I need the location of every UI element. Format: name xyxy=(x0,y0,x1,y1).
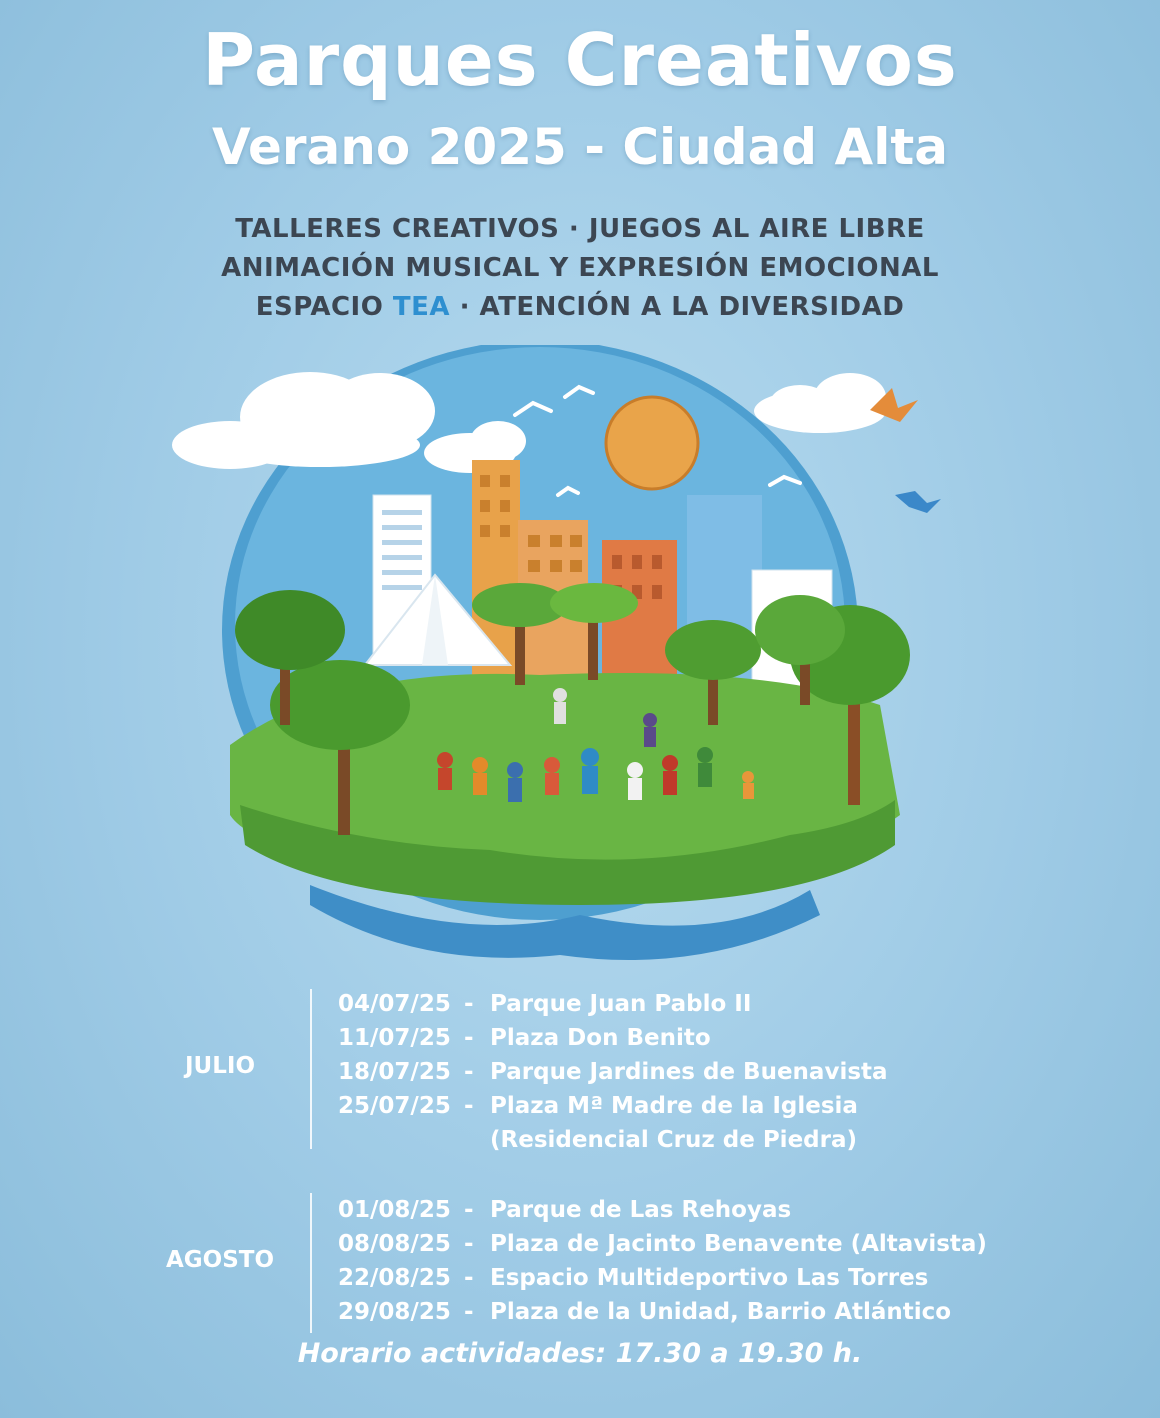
event-date: 18/07/25 xyxy=(338,1059,451,1085)
separator: - xyxy=(464,1231,474,1257)
feature-text: · ATENCIÓN A LA DIVERSIDAD xyxy=(450,292,905,322)
event-location: Espacio Multideportivo Las Torres xyxy=(490,1265,929,1291)
event-location: Parque de Las Rehoyas xyxy=(490,1197,792,1223)
event-date: 11/07/25 xyxy=(338,1025,451,1051)
event-date: 08/08/25 xyxy=(338,1231,451,1257)
event-location: Parque Jardines de Buenavista xyxy=(490,1059,888,1085)
poster-title: Parques Creativos xyxy=(202,18,958,102)
separator: - xyxy=(464,1025,474,1051)
event-location: Plaza Don Benito xyxy=(490,1025,711,1051)
cloud-left xyxy=(172,372,435,469)
separator: - xyxy=(464,991,474,1017)
event-location: Parque Juan Pablo II xyxy=(490,991,752,1017)
poster-subtitle: Verano 2025 - Ciudad Alta xyxy=(212,118,948,176)
event-date: 29/08/25 xyxy=(338,1299,451,1325)
sun-icon xyxy=(606,397,698,489)
separator: - xyxy=(464,1093,474,1119)
cloud-right xyxy=(754,373,886,433)
tea-highlight: TEA xyxy=(392,292,451,322)
feature-line: TALLERES CREATIVOS · JUEGOS AL AIRE LIBRE xyxy=(235,214,925,244)
month-divider xyxy=(310,989,312,1149)
separator: - xyxy=(464,1197,474,1223)
separator: - xyxy=(464,1299,474,1325)
event-date: 04/07/25 xyxy=(338,991,451,1017)
event-location: Plaza de Jacinto Benavente (Altavista) xyxy=(490,1231,987,1257)
feature-line xyxy=(0,288,1160,327)
features-list xyxy=(0,210,1160,327)
event-location: (Residencial Cruz de Piedra) xyxy=(490,1127,858,1153)
month-label: AGOSTO xyxy=(165,1247,275,1273)
feature-text: ESPACIO xyxy=(255,292,393,322)
blue-bird-icon xyxy=(895,491,941,513)
event-location: Plaza de la Unidad, Barrio Atlántico xyxy=(490,1299,952,1325)
event-date: 22/08/25 xyxy=(338,1265,451,1291)
month-label: JULIO xyxy=(185,1053,255,1079)
month-divider xyxy=(310,1193,312,1333)
event-date: 25/07/25 xyxy=(338,1093,451,1119)
park-illustration xyxy=(160,345,960,970)
separator: - xyxy=(464,1265,474,1291)
separator: - xyxy=(464,1059,474,1085)
event-date: 01/08/25 xyxy=(338,1197,451,1223)
event-location: Plaza Mª Madre de la Iglesia xyxy=(490,1093,858,1119)
feature-line: ANIMACIÓN MUSICAL Y EXPRESIÓN EMOCIONAL xyxy=(221,253,939,283)
activity-hours: Horario actividades: 17.30 a 19.30 h. xyxy=(297,1338,863,1369)
